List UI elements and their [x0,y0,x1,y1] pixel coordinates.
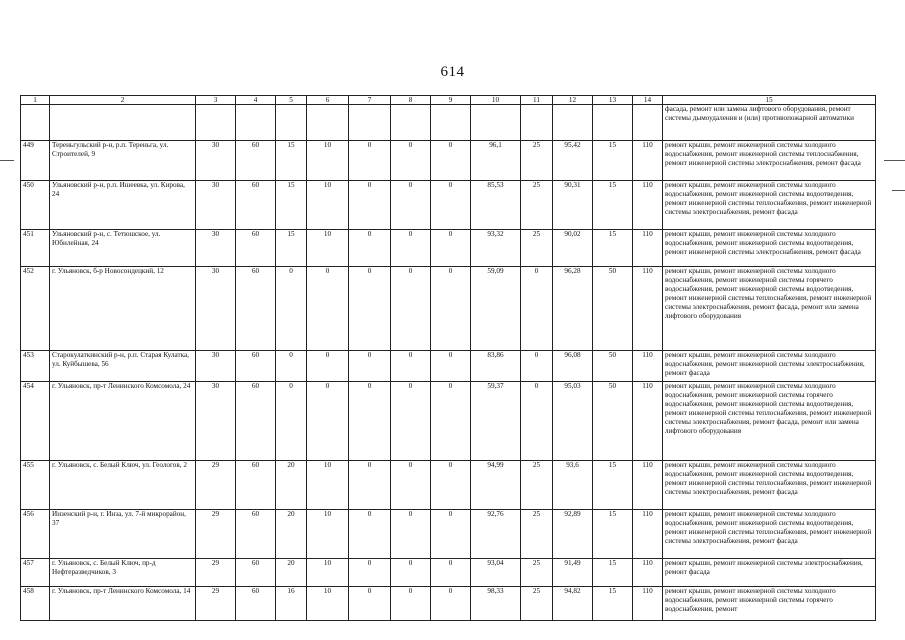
column-number-row [21,96,876,105]
col-5-value: 0 [276,267,307,351]
col-12-value: 91,49 [553,559,593,587]
col-12-value: 94,82 [553,587,593,621]
col-8-value: 0 [391,267,431,351]
col-14-value: 110 [633,461,663,510]
row-number: 450 [21,181,50,230]
col-5-value: 15 [276,230,307,267]
col-4-value: 60 [236,510,276,559]
col-7-value: 0 [349,267,391,351]
col-10-value: 93,04 [471,559,521,587]
table-row [21,559,876,587]
col-9-value: 0 [431,141,471,181]
works-description: ремонт крыши, ремонт инженерной системы холодного водоснабжения, ремонт инженерной системы горячего водоснабжения, ремонт [663,587,876,621]
col-5-value: 0 [276,382,307,461]
col-10-value: 92,76 [471,510,521,559]
col-5-value: 16 [276,587,307,621]
col-10-value: 59,09 [471,267,521,351]
col-3-value: 30 [196,382,236,461]
col-4-value: 60 [236,382,276,461]
col-8-value: 0 [391,559,431,587]
col-9-value: 0 [431,382,471,461]
col-7-value: 0 [349,510,391,559]
col-7-value: 0 [349,351,391,382]
col-8-value: 0 [391,230,431,267]
col-13-value: 15 [593,230,633,267]
col-10-value: 98,33 [471,587,521,621]
col-11-value: 0 [521,351,553,382]
col-10-value: 59,37 [471,382,521,461]
col-11-value: 25 [521,559,553,587]
column-header: 4 [236,96,276,105]
column-header: 2 [50,96,196,105]
address: Инзенский р-н, г. Инза, ул. 7-й микрорайон, 37 [50,510,196,559]
col-3-value: 30 [196,141,236,181]
works-description: ремонт крыши, ремонт инженерной системы электроснабжения, ремонт фасада [663,559,876,587]
continuation-description: фасада, ремонт или замена лифтового оборудования, ремонт системы дымоудаления и (или) противопожарной автоматики [663,105,876,141]
col-3-value: 29 [196,461,236,510]
works-description: ремонт крыши, ремонт инженерной системы холодного водоснабжения, ремонт инженерной системы горячего водоснабжения, ремонт инженерной системы водоотведения, ремонт инженерной системы теплоснабжения, ремонт инженерной системы электроснабжения, ремонт фасада, ремонт или замена лифтового оборудования [663,382,876,461]
col-4-value: 60 [236,267,276,351]
col-8-value: 0 [391,510,431,559]
col-12-value: 96,28 [553,267,593,351]
works-description: ремонт крыши, ремонт инженерной системы холодного водоснабжения, ремонт инженерной системы водоотведения, ремонт инженерной системы электроснабжения, ремонт фасада [663,230,876,267]
column-header: 13 [593,96,633,105]
col-3-value: 29 [196,587,236,621]
col-4-value: 60 [236,461,276,510]
col-11-value: 0 [521,267,553,351]
col-11-value: 0 [521,382,553,461]
address: Ульяновский р-н, с. Тетюшское, ул. Юбилейная, 24 [50,230,196,267]
col-12-value: 90,02 [553,230,593,267]
col-11-value: 25 [521,230,553,267]
col-7-value: 0 [349,141,391,181]
col-6-value: 0 [307,382,349,461]
col-6-value: 10 [307,587,349,621]
col-11-value: 25 [521,141,553,181]
row-number: 457 [21,559,50,587]
col-6-value: 0 [307,351,349,382]
col-4-value: 60 [236,587,276,621]
address: г. Ульяновск, с. Белый Ключ, ул. Геологов, 2 [50,461,196,510]
col-14-value: 110 [633,382,663,461]
col-9-value: 0 [431,461,471,510]
col-13-value: 50 [593,351,633,382]
col-13-value: 15 [593,587,633,621]
col-13-value: 15 [593,461,633,510]
col-12-value: 95,42 [553,141,593,181]
table-row [21,461,876,510]
col-5-value: 0 [276,351,307,382]
column-header: 6 [307,96,349,105]
col-11-value: 25 [521,461,553,510]
scan-mark-right-lower [892,190,905,191]
col-13-value: 15 [593,181,633,230]
column-header: 12 [553,96,593,105]
col-10-value: 93,32 [471,230,521,267]
col-13-value: 15 [593,141,633,181]
col-9-value: 0 [431,510,471,559]
col-10-value: 85,53 [471,181,521,230]
column-header: 15 [663,96,876,105]
works-description: ремонт крыши, ремонт инженерной системы холодного водоснабжения, ремонт инженерной системы водоотведения, ремонт инженерной системы теплоснабжения, ремонт инженерной системы электроснабжения, ремонт фасада [663,181,876,230]
col-4-value: 60 [236,351,276,382]
works-description: ремонт крыши, ремонт инженерной системы холодного водоснабжения, ремонт инженерной системы электроснабжения, ремонт фасада [663,351,876,382]
col-14-value: 110 [633,141,663,181]
col-12-value: 95,03 [553,382,593,461]
col-9-value: 0 [431,230,471,267]
col-9-value: 0 [431,559,471,587]
col-10-value: 94,99 [471,461,521,510]
continuation-row [21,105,876,141]
works-description: ремонт крыши, ремонт инженерной системы холодного водоснабжения, ремонт инженерной системы теплоснабжения, ремонт инженерной системы электроснабжения, ремонт фасада [663,141,876,181]
col-4-value: 60 [236,181,276,230]
col-7-value: 0 [349,587,391,621]
col-7-value: 0 [349,461,391,510]
address: г. Ульяновск, с. Белый Ключ, пр-д Нефтеразведчиков, 3 [50,559,196,587]
table-row [21,230,876,267]
col-9-value: 0 [431,181,471,230]
column-header: 7 [349,96,391,105]
col-12-value: 93,6 [553,461,593,510]
col-6-value: 0 [307,267,349,351]
col-6-value: 10 [307,230,349,267]
col-13-value: 50 [593,267,633,351]
col-6-value: 10 [307,510,349,559]
col-5-value: 20 [276,559,307,587]
col-12-value: 90,31 [553,181,593,230]
row-number: 458 [21,587,50,621]
column-header: 9 [431,96,471,105]
works-description: ремонт крыши, ремонт инженерной системы холодного водоснабжения, ремонт инженерной системы горячего водоснабжения, ремонт инженерной системы водоотведения, ремонт инженерной системы теплоснабжения, ремонт инженерной системы электроснабжения, ремонт фасада, ремонт или замена лифтового оборудования [663,267,876,351]
col-13-value: 15 [593,510,633,559]
row-number: 453 [21,351,50,382]
col-11-value: 25 [521,510,553,559]
row-number: 454 [21,382,50,461]
col-7-value: 0 [349,230,391,267]
row-number: 449 [21,141,50,181]
address: г. Ульяновск, пр-т Ленинского Комсомола, 14 [50,587,196,621]
col-6-value: 10 [307,141,349,181]
scan-mark-right [884,160,905,161]
col-12-value: 92,89 [553,510,593,559]
col-3-value: 30 [196,181,236,230]
row-number: 456 [21,510,50,559]
col-6-value: 10 [307,181,349,230]
col-5-value: 20 [276,510,307,559]
address: Тереньгульский р-н, р.п. Тереньга, ул. Строителей, 9 [50,141,196,181]
col-3-value: 30 [196,267,236,351]
col-14-value: 110 [633,587,663,621]
table-row [21,351,876,382]
col-11-value: 25 [521,181,553,230]
col-5-value: 15 [276,141,307,181]
col-11-value: 25 [521,587,553,621]
col-10-value: 83,86 [471,351,521,382]
table-row [21,382,876,461]
column-header: 3 [196,96,236,105]
works-description: ремонт крыши, ремонт инженерной системы холодного водоснабжения, ремонт инженерной системы водоотведения, ремонт инженерной системы теплоснабжения, ремонт инженерной системы электроснабжения, ремонт фасада [663,510,876,559]
col-8-value: 0 [391,181,431,230]
col-8-value: 0 [391,587,431,621]
col-4-value: 60 [236,559,276,587]
address: Старокулаткинский р-н, р.п. Старая Кулатка, ул. Куйбышева, 56 [50,351,196,382]
scan-mark-left [0,160,14,161]
col-6-value: 10 [307,559,349,587]
col-8-value: 0 [391,461,431,510]
col-4-value: 60 [236,141,276,181]
column-header: 14 [633,96,663,105]
column-header: 5 [276,96,307,105]
col-3-value: 30 [196,230,236,267]
col-14-value: 110 [633,230,663,267]
col-5-value: 15 [276,181,307,230]
col-13-value: 50 [593,382,633,461]
col-8-value: 0 [391,351,431,382]
row-number: 455 [21,461,50,510]
col-8-value: 0 [391,141,431,181]
table-row [21,181,876,230]
works-description: ремонт крыши, ремонт инженерной системы холодного водоснабжения, ремонт инженерной системы водоотведения, ремонт инженерной системы теплоснабжения, ремонт инженерной системы электроснабжения, ремонт фасада [663,461,876,510]
col-14-value: 110 [633,267,663,351]
col-9-value: 0 [431,267,471,351]
col-10-value: 96,1 [471,141,521,181]
col-9-value: 0 [431,351,471,382]
col-14-value: 110 [633,351,663,382]
col-13-value: 15 [593,559,633,587]
column-header: 1 [21,96,50,105]
col-4-value: 60 [236,230,276,267]
document-table [20,95,876,621]
col-14-value: 110 [633,510,663,559]
table-row [21,587,876,621]
col-12-value: 96,08 [553,351,593,382]
col-14-value: 110 [633,181,663,230]
col-5-value: 20 [276,461,307,510]
col-3-value: 29 [196,510,236,559]
column-header: 10 [471,96,521,105]
col-3-value: 29 [196,559,236,587]
row-number: 452 [21,267,50,351]
col-3-value: 30 [196,351,236,382]
col-7-value: 0 [349,559,391,587]
col-14-value: 110 [633,559,663,587]
address: г. Ульяновск, б-р Новосондецкий, 12 [50,267,196,351]
col-9-value: 0 [431,587,471,621]
table-row [21,141,876,181]
column-header: 8 [391,96,431,105]
address: г. Ульяновск, пр-т Ленинского Комсомола, 24 [50,382,196,461]
column-header: 11 [521,96,553,105]
col-7-value: 0 [349,181,391,230]
col-6-value: 10 [307,461,349,510]
address: Ульяновский р-н, р.п. Ишеевка, ул. Кирова, 24 [50,181,196,230]
table-row [21,510,876,559]
col-7-value: 0 [349,382,391,461]
table-row [21,267,876,351]
row-number: 451 [21,230,50,267]
page-number: 614 [440,64,465,80]
col-8-value: 0 [391,382,431,461]
